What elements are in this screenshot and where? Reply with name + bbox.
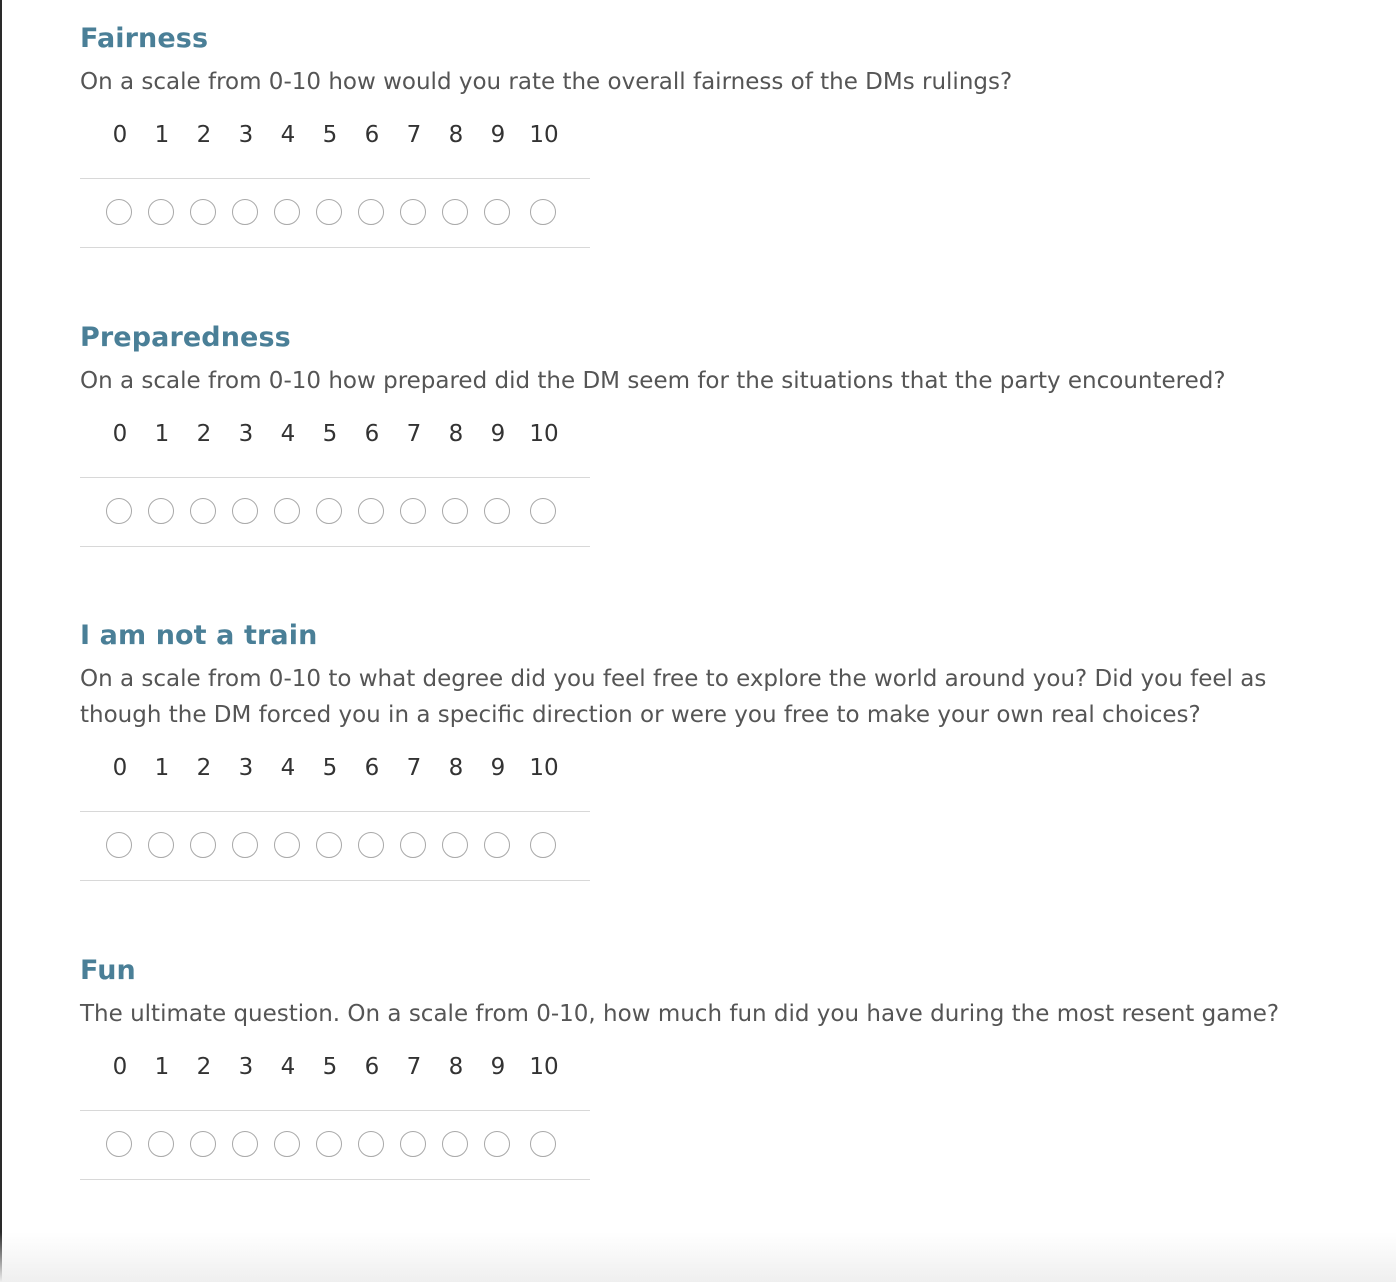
rating-radio-7[interactable] xyxy=(400,1131,426,1157)
rating-radio-7[interactable] xyxy=(400,199,426,225)
scale-labels-row xyxy=(80,1052,590,1111)
rating-radio-4[interactable] xyxy=(274,498,300,524)
rating-radio-9[interactable] xyxy=(484,1131,510,1157)
question-fun xyxy=(80,954,1340,1180)
scale-label-6: 6 xyxy=(364,1054,380,1080)
rating-radio-3[interactable] xyxy=(232,832,258,858)
rating-radio-0[interactable] xyxy=(106,832,132,858)
scale-label-9: 9 xyxy=(490,755,506,781)
rating-radio-3[interactable] xyxy=(232,498,258,524)
scale-label-10: 10 xyxy=(529,1054,559,1080)
rating-radio-4[interactable] xyxy=(274,832,300,858)
rating-radio-6[interactable] xyxy=(358,199,384,225)
rating-radio-7[interactable] xyxy=(400,498,426,524)
scale-labels-row xyxy=(80,419,590,478)
rating-radio-10[interactable] xyxy=(530,832,556,858)
scale-label-4: 4 xyxy=(280,421,296,447)
question-preparedness xyxy=(80,321,1340,547)
scale-label-4: 4 xyxy=(280,122,296,148)
rating-radio-0[interactable] xyxy=(106,1131,132,1157)
question-text: On a scale from 0-10 how would you rate the overall fairness of the DMs rulings? xyxy=(80,69,1013,95)
scale-label-3: 3 xyxy=(238,755,254,781)
scale-label-10: 10 xyxy=(529,755,559,781)
scale-label-6: 6 xyxy=(364,122,380,148)
scale-label-3: 3 xyxy=(238,421,254,447)
rating-scale xyxy=(80,419,590,547)
question-text: The ultimate question. On a scale from 0-10, how much fun did you have during the most resent game? xyxy=(80,1001,1280,1027)
rating-radio-2[interactable] xyxy=(190,498,216,524)
scale-label-2: 2 xyxy=(196,421,212,447)
scale-label-8: 8 xyxy=(448,421,464,447)
rating-radio-4[interactable] xyxy=(274,1131,300,1157)
rating-radio-6[interactable] xyxy=(358,498,384,524)
rating-radio-5[interactable] xyxy=(316,1131,342,1157)
rating-radio-6[interactable] xyxy=(358,832,384,858)
question-title: Preparedness xyxy=(80,322,291,353)
scale-radio-row xyxy=(80,179,590,248)
rating-radio-10[interactable] xyxy=(530,498,556,524)
rating-radio-0[interactable] xyxy=(106,498,132,524)
scale-label-2: 2 xyxy=(196,1054,212,1080)
bottom-fade xyxy=(0,1232,1396,1282)
rating-radio-9[interactable] xyxy=(484,498,510,524)
scale-radio-row xyxy=(80,1111,590,1180)
scale-labels-row xyxy=(80,753,590,812)
rating-radio-5[interactable] xyxy=(316,832,342,858)
scale-label-7: 7 xyxy=(406,1054,422,1080)
scale-label-5: 5 xyxy=(322,755,338,781)
question-title: Fairness xyxy=(80,23,209,54)
scale-label-0: 0 xyxy=(112,421,128,447)
rating-radio-9[interactable] xyxy=(484,199,510,225)
scale-radio-row xyxy=(80,812,590,881)
scale-label-8: 8 xyxy=(448,1054,464,1080)
scale-label-7: 7 xyxy=(406,755,422,781)
scale-label-0: 0 xyxy=(112,755,128,781)
scale-label-9: 9 xyxy=(490,1054,506,1080)
scale-label-0: 0 xyxy=(112,122,128,148)
scale-label-7: 7 xyxy=(406,122,422,148)
scale-label-3: 3 xyxy=(238,1054,254,1080)
scale-label-5: 5 xyxy=(322,122,338,148)
rating-radio-8[interactable] xyxy=(442,498,468,524)
rating-radio-3[interactable] xyxy=(232,1131,258,1157)
rating-radio-1[interactable] xyxy=(148,832,174,858)
scale-label-9: 9 xyxy=(490,421,506,447)
rating-scale xyxy=(80,120,590,248)
rating-radio-3[interactable] xyxy=(232,199,258,225)
scale-label-5: 5 xyxy=(322,1054,338,1080)
scale-label-2: 2 xyxy=(196,755,212,781)
scale-labels-row xyxy=(80,120,590,179)
scale-label-10: 10 xyxy=(529,421,559,447)
question-not-a-train xyxy=(80,619,1340,881)
scale-label-8: 8 xyxy=(448,755,464,781)
rating-radio-7[interactable] xyxy=(400,832,426,858)
scale-label-1: 1 xyxy=(154,755,170,781)
rating-radio-0[interactable] xyxy=(106,199,132,225)
rating-scale xyxy=(80,753,590,881)
scale-label-3: 3 xyxy=(238,122,254,148)
question-fairness xyxy=(80,22,1340,248)
rating-radio-2[interactable] xyxy=(190,832,216,858)
scale-label-5: 5 xyxy=(322,421,338,447)
scale-label-6: 6 xyxy=(364,755,380,781)
question-text: On a scale from 0-10 how prepared did the DM seem for the situations that the party encountered? xyxy=(80,368,1226,394)
scale-label-9: 9 xyxy=(490,122,506,148)
scale-label-4: 4 xyxy=(280,755,296,781)
scale-label-7: 7 xyxy=(406,421,422,447)
scale-label-1: 1 xyxy=(154,421,170,447)
rating-radio-1[interactable] xyxy=(148,1131,174,1157)
rating-radio-8[interactable] xyxy=(442,1131,468,1157)
rating-radio-10[interactable] xyxy=(530,199,556,225)
scale-radio-row xyxy=(80,478,590,547)
scale-label-4: 4 xyxy=(280,1054,296,1080)
rating-radio-1[interactable] xyxy=(148,199,174,225)
question-title: I am not a train xyxy=(80,620,318,651)
rating-radio-5[interactable] xyxy=(316,199,342,225)
rating-radio-8[interactable] xyxy=(442,832,468,858)
rating-radio-6[interactable] xyxy=(358,1131,384,1157)
rating-radio-8[interactable] xyxy=(442,199,468,225)
scale-label-6: 6 xyxy=(364,421,380,447)
rating-radio-2[interactable] xyxy=(190,199,216,225)
window-left-border xyxy=(0,0,2,1282)
scale-label-8: 8 xyxy=(448,122,464,148)
scale-label-0: 0 xyxy=(112,1054,128,1080)
rating-radio-4[interactable] xyxy=(274,199,300,225)
rating-radio-2[interactable] xyxy=(190,1131,216,1157)
question-text: On a scale from 0-10 to what degree did you feel free to explore the world around you? Did you feel as though the DM forced you in a specific direction or were you free to make your own real choices? xyxy=(80,666,1267,728)
rating-scale xyxy=(80,1052,590,1180)
rating-radio-10[interactable] xyxy=(530,1131,556,1157)
scale-label-1: 1 xyxy=(154,1054,170,1080)
scale-label-2: 2 xyxy=(196,122,212,148)
question-title: Fun xyxy=(80,955,136,986)
rating-radio-1[interactable] xyxy=(148,498,174,524)
rating-radio-5[interactable] xyxy=(316,498,342,524)
scale-label-1: 1 xyxy=(154,122,170,148)
scale-label-10: 10 xyxy=(529,122,559,148)
rating-radio-9[interactable] xyxy=(484,832,510,858)
